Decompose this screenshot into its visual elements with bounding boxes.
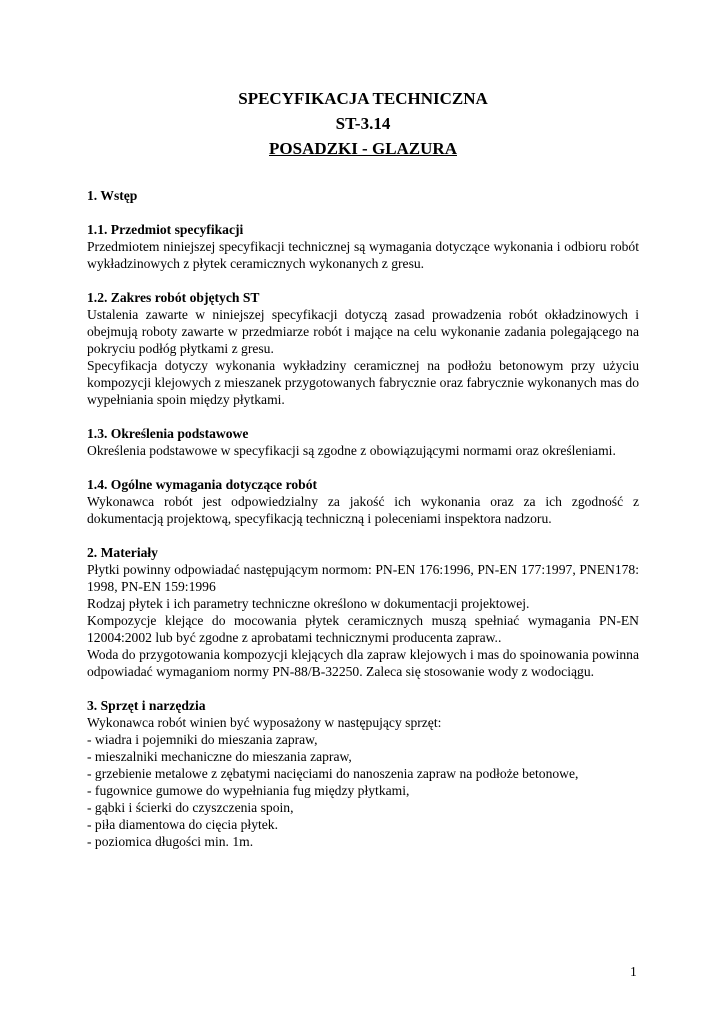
section-2-heading: 2. Materiały	[87, 545, 158, 560]
section-1-2-paragraph-2: Specyfikacja dotyczy wykonania wykładziny ceramicznej na podłożu betonowym przy użyciu kompozycji klejowych z mieszanek przygotowanych fabrycznie oraz fabrycznie wykonanych mas do wypełniania spoin między płytkami.	[87, 358, 639, 407]
section-1-2-paragraph-1: Ustalenia zawarte w niniejszej specyfikacji dotyczą zasad prowadzenia robót okładzinowych i obejmują roboty zawarte w przedmiarze robót i mające na celu wykonanie zadania polegającego na pokryciu podłóg płytkami z gresu.	[87, 307, 639, 356]
title-line-2: ST-3.14	[335, 114, 391, 133]
list-item: - wiadra i pojemniki do mieszania zapraw,	[87, 732, 318, 747]
title-line-1: SPECYFIKACJA TECHNICZNA	[238, 89, 488, 108]
section-1-heading: 1. Wstęp	[87, 188, 138, 203]
section-1-1-text: Przedmiotem niniejszej specyfikacji technicznej są wymagania dotyczące wykonania i odbioru robót wykładzinowych z płytek ceramicznych wykonanych z gresu.	[87, 239, 639, 271]
list-item: - grzebienie metalowe z zębatymi nacięciami do nanoszenia zapraw na podłoże betonowe,	[87, 766, 579, 781]
section-1-2-heading: 1.2. Zakres robót objętych ST	[87, 290, 260, 305]
list-item: - mieszalniki mechaniczne do mieszania zapraw,	[87, 749, 352, 764]
section-2-paragraph-1: Płytki powinny odpowiadać następującym normom: PN-EN 176:1996, PN-EN 177:1997, PNEN178: 1998, PN-EN 159:1996	[87, 562, 639, 594]
section-1-3-text: Określenia podstawowe w specyfikacji są zgodne z obowiązującymi normami oraz określeniami.	[87, 443, 616, 458]
document-page	[87, 86, 639, 850]
list-item: - piła diamentowa do cięcia płytek.	[87, 817, 278, 832]
section-3-intro: Wykonawca robót winien być wyposażony w następujący sprzęt:	[87, 715, 442, 730]
page-number: 1	[630, 964, 637, 979]
list-item: - fugownice gumowe do wypełniania fug między płytkami,	[87, 783, 410, 798]
section-2-paragraph-3: Kompozycje klejące do mocowania płytek ceramicznych muszą spełniać wymagania PN-EN 12004:2002 lub być zgodne z aprobatami technicznymi producenta zapraw..	[87, 613, 639, 645]
document-title	[87, 86, 639, 161]
section-2-paragraph-2: Rodzaj płytek i ich parametry techniczne określono w dokumentacji projektowej.	[87, 596, 530, 611]
equipment-list	[87, 731, 639, 850]
section-3-heading: 3. Sprzęt i narzędzia	[87, 698, 206, 713]
section-1-1-heading: 1.1. Przedmiot specyfikacji	[87, 222, 244, 237]
list-item: - gąbki i ścierki do czyszczenia spoin,	[87, 800, 294, 815]
section-1-4-text: Wykonawca robót jest odpowiedzialny za jakość ich wykonania oraz za ich zgodność z dokumentacją projektową, specyfikacją techniczną i poleceniami inspektora nadzoru.	[87, 494, 639, 526]
section-2-paragraph-4: Woda do przygotowania kompozycji klejących dla zapraw klejowych i mas do spoinowania powinna odpowiadać wymaganiom normy PN-88/B-32250. Zaleca się stosowanie wody z wodociągu.	[87, 647, 639, 679]
list-item: - poziomica długości min. 1m.	[87, 834, 254, 849]
section-1-4-heading: 1.4. Ogólne wymagania dotyczące robót	[87, 477, 318, 492]
section-1-3-heading: 1.3. Określenia podstawowe	[87, 426, 249, 441]
title-line-3: POSADZKI - GLAZURA	[269, 139, 457, 158]
